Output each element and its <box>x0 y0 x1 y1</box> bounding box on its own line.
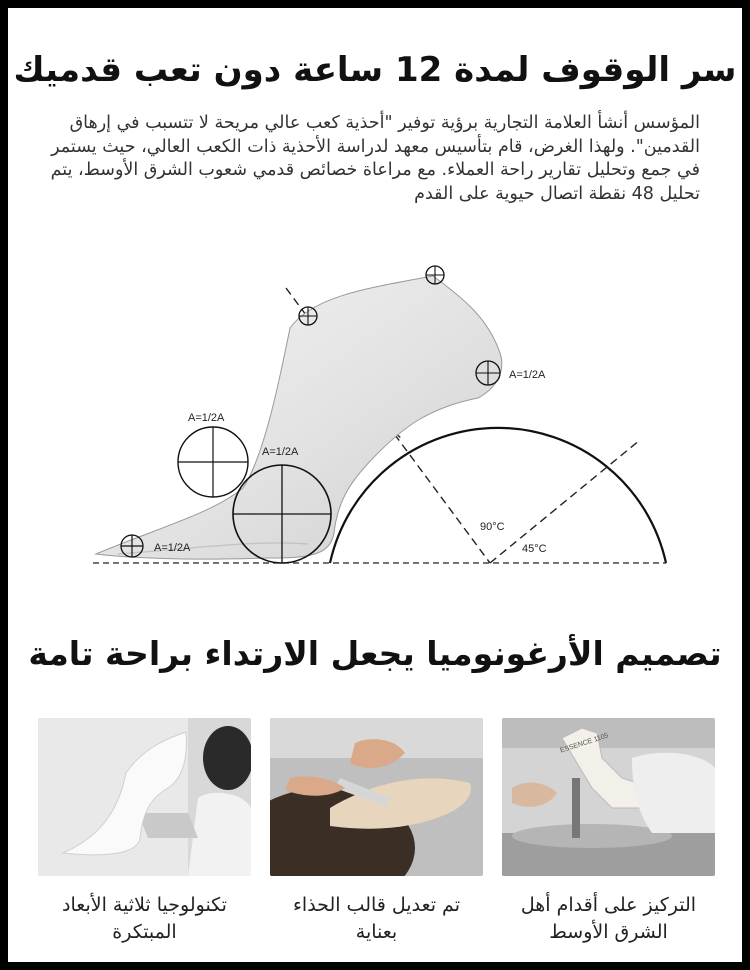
instep-marker <box>299 307 317 325</box>
feature-photo-testing <box>502 718 715 876</box>
feature-caption-craft: تم تعديل قالب الحذاء بعناية <box>293 894 460 943</box>
page-title: سر الوقوف لمدة 12 ساعة دون تعب قدميك <box>13 50 737 90</box>
product-print-text: ESSENCE 1105 <box>559 732 610 755</box>
top-marker <box>426 266 444 284</box>
toe-marker <box>121 535 143 557</box>
intro-paragraph: المؤسس أنشأ العلامة التجارية برؤية توفير "أحذية كعب عالي مريحة لا تتسبب في إرهاق القدمين". ولهذا الغرض، قام بتأسيس معهد لدراسة الأحذية ذات الكعب العالي، حيث يستمر في جمع وتحليل تقارير راحة العملاء. مع مراعاة خصائص قدمي شعوب الشرق الأوسط، يتم تحليل 48 نقطة اتصال حيوية على القدم <box>50 113 700 204</box>
diagonal-45 <box>490 440 640 563</box>
ball-large-label: A=1/2A <box>262 446 299 458</box>
ball-circle-large <box>233 465 331 563</box>
feature-caption-middle-east: التركيز على أقدام أهل الشرق الأوسط <box>520 894 697 943</box>
feature-photo-3d <box>38 718 251 876</box>
heel-marker <box>476 361 500 385</box>
shoe-last-diagram <box>8 258 742 588</box>
ball-small-label: A=1/2A <box>188 412 225 424</box>
ball-circle-small <box>178 427 248 497</box>
section-title: تصميم الأرغونوميا يجعل الارتداء براحة تامة <box>28 634 722 673</box>
feature-caption-3d: تكنولوجيا ثلاثية الأبعاد المبتكرة <box>62 894 227 943</box>
angle-45-label: 45°C <box>522 543 547 555</box>
feature-photo-craft <box>270 718 483 876</box>
page <box>8 8 742 962</box>
toe-label: A=1/2A <box>154 542 191 554</box>
heel-label: A=1/2A <box>509 369 546 381</box>
angle-90-label: 90°C <box>480 521 505 533</box>
